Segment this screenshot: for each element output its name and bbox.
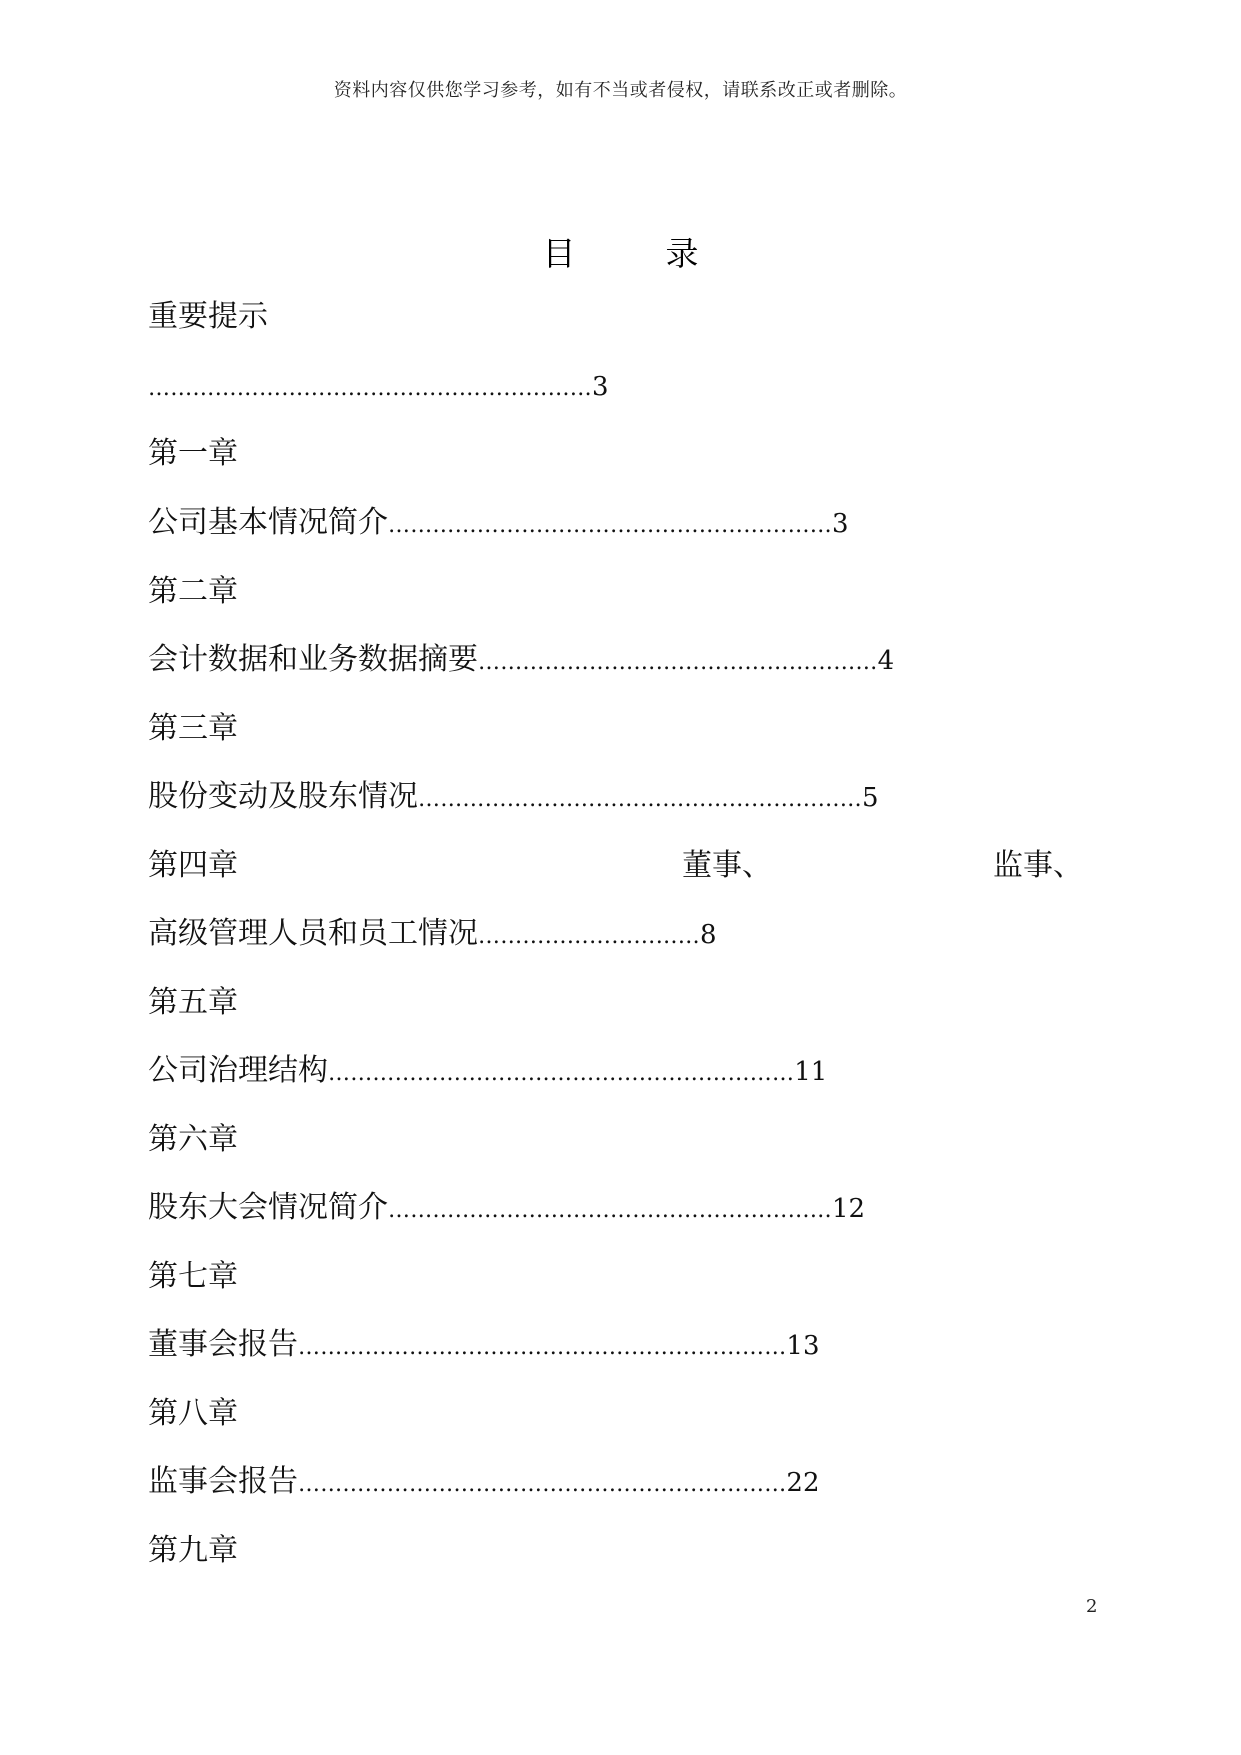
toc-leader-dots: …………………………………………………… bbox=[148, 376, 592, 401]
toc-leader-dots: ………………………………………………………… bbox=[298, 1335, 787, 1360]
toc-chapter-label: 第六章 bbox=[148, 1122, 238, 1157]
toc-chapter-label: 第一章 bbox=[148, 436, 238, 471]
toc-entry-share-changes[interactable] bbox=[148, 775, 879, 819]
toc-entry-board-report[interactable] bbox=[148, 1323, 820, 1367]
toc-entry-label: 高级管理人员和员工情况 bbox=[148, 916, 478, 951]
toc-entry-label: 公司基本情况简介 bbox=[148, 505, 388, 540]
toc-page-number: 3 bbox=[592, 372, 609, 402]
toc-chapter-1[interactable] bbox=[148, 432, 238, 476]
toc-chapter-4-supervisors: 监事、 bbox=[993, 848, 1083, 883]
toc-chapter-label: 第七章 bbox=[148, 1259, 238, 1294]
toc-page-number: 4 bbox=[877, 646, 895, 676]
toc-page-number: 12 bbox=[832, 1194, 866, 1224]
toc-chapter-2[interactable] bbox=[148, 570, 238, 614]
toc-chapter-3[interactable] bbox=[148, 707, 238, 751]
toc-page-number: 3 bbox=[832, 509, 849, 539]
toc-chapter-5[interactable] bbox=[148, 981, 238, 1025]
toc-entry-important-notice[interactable] bbox=[148, 295, 268, 339]
page-number: 2 bbox=[1086, 1596, 1098, 1617]
toc-entry-leader[interactable] bbox=[148, 364, 609, 408]
toc-title-char-1: 目 bbox=[542, 234, 576, 273]
toc-leader-dots: ………………………… bbox=[478, 924, 700, 949]
toc-page-number: 11 bbox=[794, 1057, 828, 1087]
toc-chapter-4[interactable] bbox=[148, 844, 238, 888]
toc-chapter-7[interactable] bbox=[148, 1255, 238, 1299]
toc-chapter-9[interactable] bbox=[148, 1529, 238, 1573]
toc-entry-supervisory-report[interactable] bbox=[148, 1460, 820, 1504]
toc-entry-label: 监事会报告 bbox=[148, 1464, 298, 1499]
header-disclaimer: 资料内容仅供您学习参考，如有不当或者侵权，请联系改正或者删除。 bbox=[333, 80, 908, 101]
toc-entry-label: 董事会报告 bbox=[148, 1327, 298, 1362]
toc-chapter-label: 第九章 bbox=[148, 1533, 238, 1568]
toc-chapter-8[interactable] bbox=[148, 1392, 238, 1436]
toc-chapter-label: 第八章 bbox=[148, 1396, 238, 1431]
toc-title-char-2: 录 bbox=[665, 234, 699, 273]
toc-leader-dots: …………………………………………………… bbox=[388, 1198, 832, 1223]
toc-entry-label: 会计数据和业务数据摘要 bbox=[148, 642, 478, 677]
toc-page-number: 13 bbox=[786, 1331, 820, 1361]
toc-page-number: 22 bbox=[786, 1468, 820, 1498]
toc-entry-shareholders-meeting[interactable] bbox=[148, 1186, 865, 1230]
toc-leader-dots: ……………………………………………………… bbox=[328, 1061, 795, 1086]
toc-entry-governance[interactable] bbox=[148, 1049, 827, 1093]
toc-entry-label: 股东大会情况简介 bbox=[148, 1190, 388, 1225]
toc-entry-management-staff[interactable] bbox=[148, 912, 717, 956]
toc-entry-label: 公司治理结构 bbox=[148, 1053, 328, 1088]
toc-leader-dots: …………………………………………………… bbox=[388, 513, 832, 538]
toc-chapter-label: 第四章 bbox=[148, 848, 238, 883]
toc-leader-dots: ……………………………………………… bbox=[478, 650, 878, 675]
toc-entry-label: 重要提示 bbox=[148, 299, 268, 334]
toc-entry-company-profile[interactable] bbox=[148, 501, 849, 545]
toc-title bbox=[0, 228, 1241, 275]
toc-page-number: 8 bbox=[700, 920, 717, 950]
toc-page-number: 5 bbox=[862, 783, 879, 813]
toc-entry-label: 股份变动及股东情况 bbox=[148, 779, 418, 814]
toc-leader-dots: …………………………………………………… bbox=[418, 787, 862, 812]
toc-chapter-label: 第三章 bbox=[148, 711, 238, 746]
toc-chapter-label: 第五章 bbox=[148, 985, 238, 1020]
toc-chapter-4-directors: 董事、 bbox=[682, 848, 772, 883]
toc-entry-accounting-data[interactable] bbox=[148, 638, 894, 682]
toc-leader-dots: ………………………………………………………… bbox=[298, 1472, 787, 1497]
toc-chapter-label: 第二章 bbox=[148, 574, 238, 609]
toc-chapter-6[interactable] bbox=[148, 1118, 238, 1162]
